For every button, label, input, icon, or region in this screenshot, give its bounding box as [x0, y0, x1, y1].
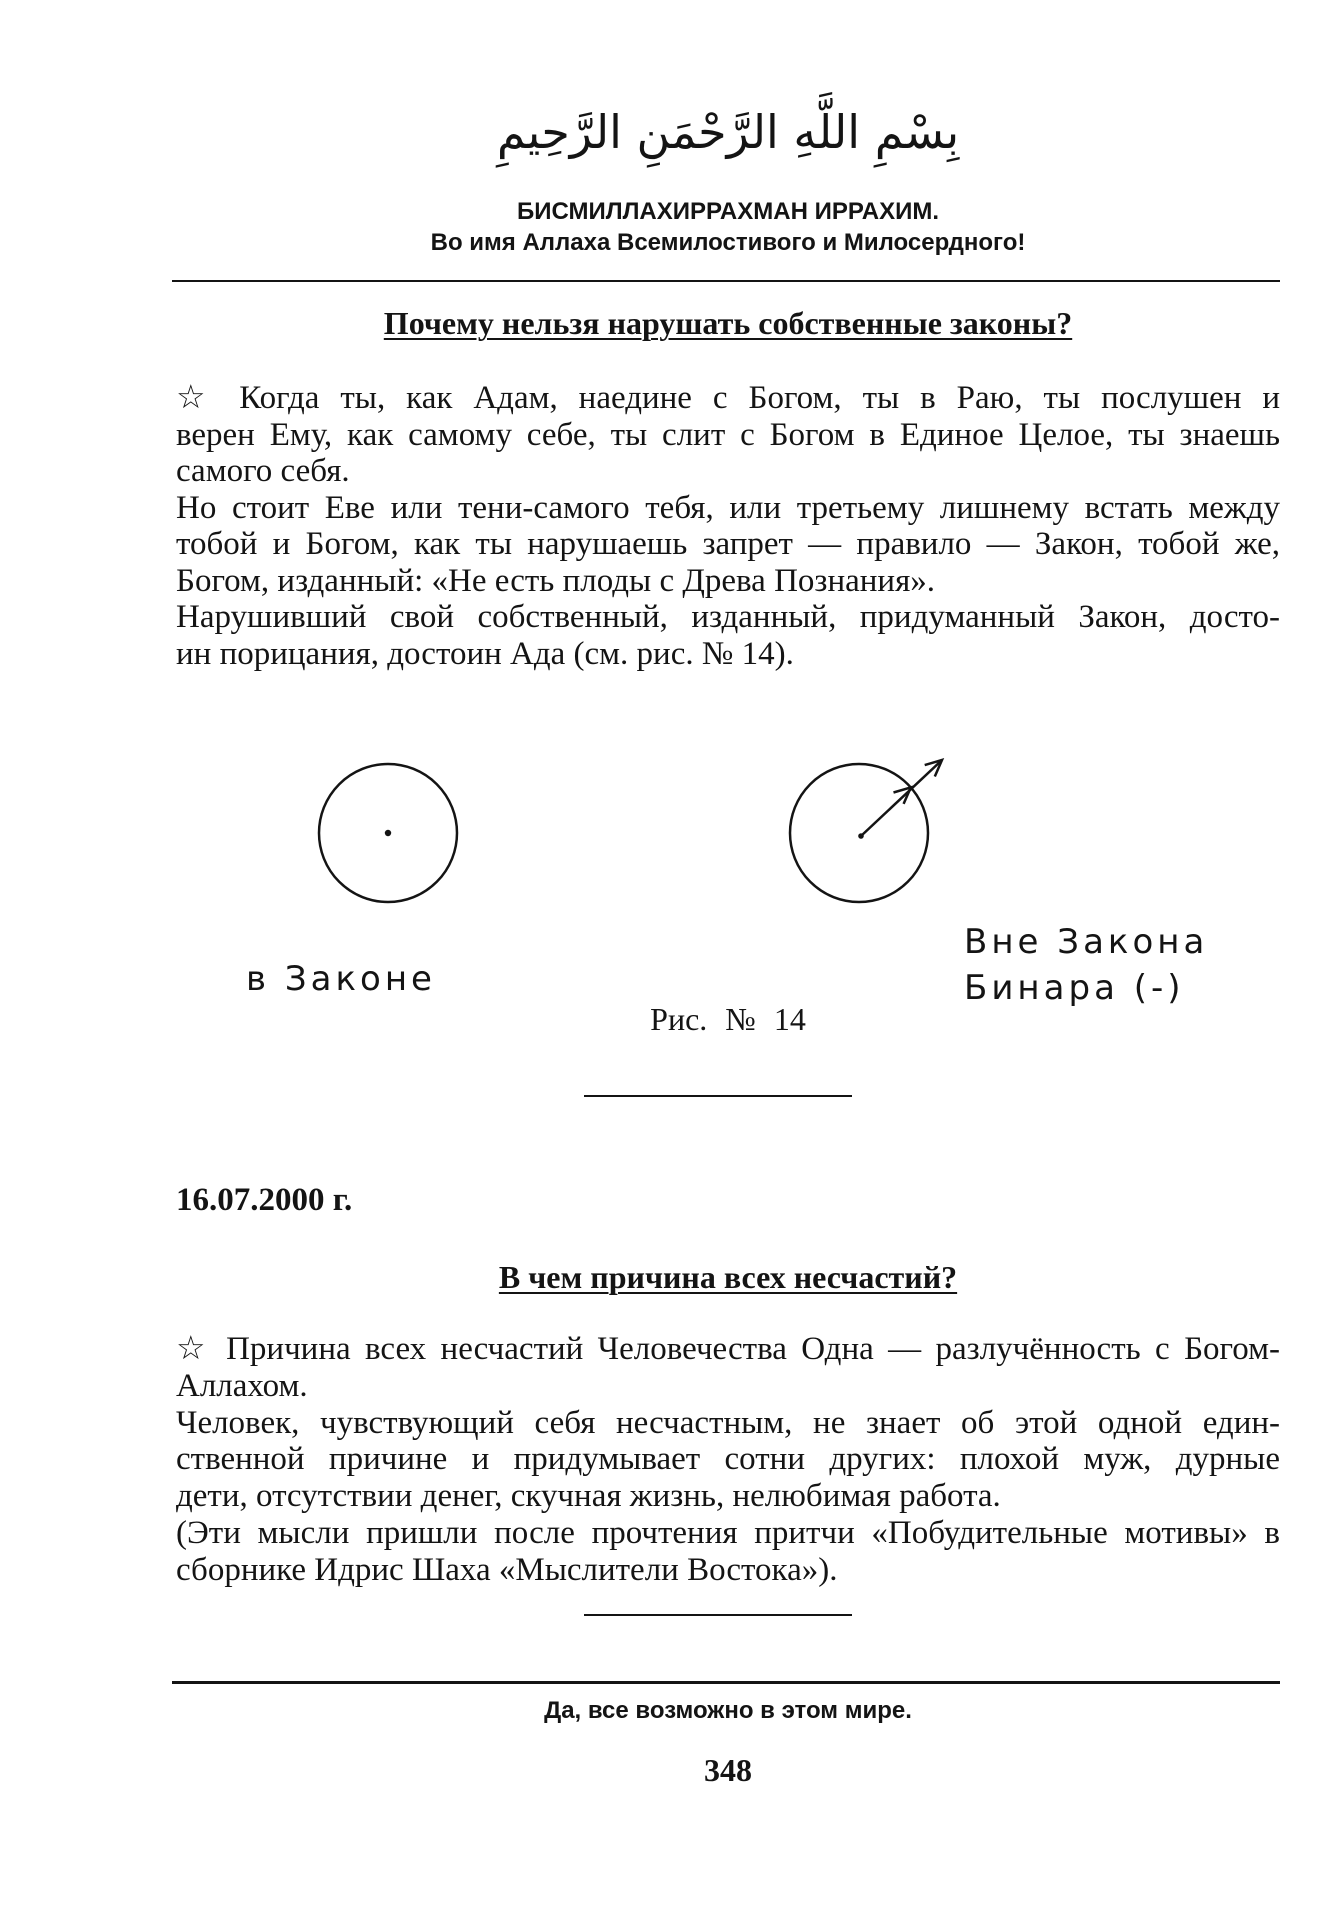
- body-line: (Эти мысли пришли после прочтения притчи «Побудительные мотивы» в: [176, 1514, 1280, 1551]
- section-divider: [584, 1095, 852, 1097]
- footer-rule: [172, 1681, 1280, 1684]
- handwritten-label-out-of-law: Вне Закона: [964, 922, 1209, 962]
- page-number: 348: [704, 1752, 752, 1788]
- body-line: ☆ Когда ты, как Адам, наедине с Богом, ты в Раю, ты послушен и: [176, 380, 1280, 416]
- header-rule: [172, 280, 1280, 282]
- body-line: тобой и Богом, как ты нарушаешь запрет — правило — Закон, тобой же,: [176, 526, 1280, 562]
- section-divider: [584, 1614, 852, 1616]
- body-line: Человек, чувствующий себя несчастным, не знает об этой одной един-: [176, 1404, 1280, 1441]
- basmala-calligraphy: بِسْمِ اللَّهِ الرَّحْمَنِ الرَّحِيمِ: [496, 105, 960, 159]
- figure-14-drawing: [0, 740, 1336, 910]
- body-line: Нарушивший свой собственный, изданный, придуманный Закон, досто-: [176, 599, 1280, 635]
- body-line: Богом, изданный: «Не есть плоды с Древа Познания».: [176, 562, 935, 599]
- handwritten-label-binary: Бинара (-): [964, 968, 1185, 1008]
- figure-caption: Рис. № 14: [650, 1001, 806, 1037]
- section2-heading: В чем причина всех несчастий?: [498, 1259, 958, 1295]
- arrow-line: [861, 760, 942, 836]
- body-line: ственной причине и придумывает сотни других: плохой муж, дурные: [176, 1441, 1280, 1478]
- body-line: Аллахом.: [176, 1367, 308, 1404]
- body-line: Но стоит Еве или тени-самого тебя, или третьему лишнему встать между: [176, 489, 1280, 526]
- body-line: сборнике Идрис Шаха «Мыслители Востока»).: [176, 1551, 838, 1588]
- handwritten-label-in-law: в Законе: [246, 959, 436, 999]
- body-line: верен Ему, как самому себе, ты слит с Богом в Единое Целое, ты знаешь: [176, 416, 1280, 453]
- circle-out-of-law: [790, 764, 928, 902]
- entry-date: 16.07.2000 г.: [176, 1182, 353, 1218]
- section1-body: [176, 380, 1280, 672]
- body-line: ин порицания, достоин Ада (см. рис. № 14).: [176, 635, 794, 672]
- footer-motto: Да, все возможно в этом мире.: [544, 1697, 912, 1724]
- section1-heading: Почему нельзя нарушать собственные законы?: [383, 305, 1073, 341]
- body-line: дети, отсутствии денег, скучная жизнь, нелюбимая работа.: [176, 1478, 1001, 1515]
- header-title: БИСМИЛЛАХИРРАХМАН ИРРАХИМ.: [516, 198, 939, 225]
- header-subtitle: Во имя Аллаха Всемилостивого и Милосердного!: [430, 229, 1026, 256]
- circle-center-dot: [385, 830, 391, 836]
- body-line: самого себя.: [176, 453, 350, 489]
- section2-body: [176, 1331, 1280, 1589]
- body-line: ☆ Причина всех несчастий Человечества Одна — разлучённость с Богом-: [176, 1331, 1280, 1367]
